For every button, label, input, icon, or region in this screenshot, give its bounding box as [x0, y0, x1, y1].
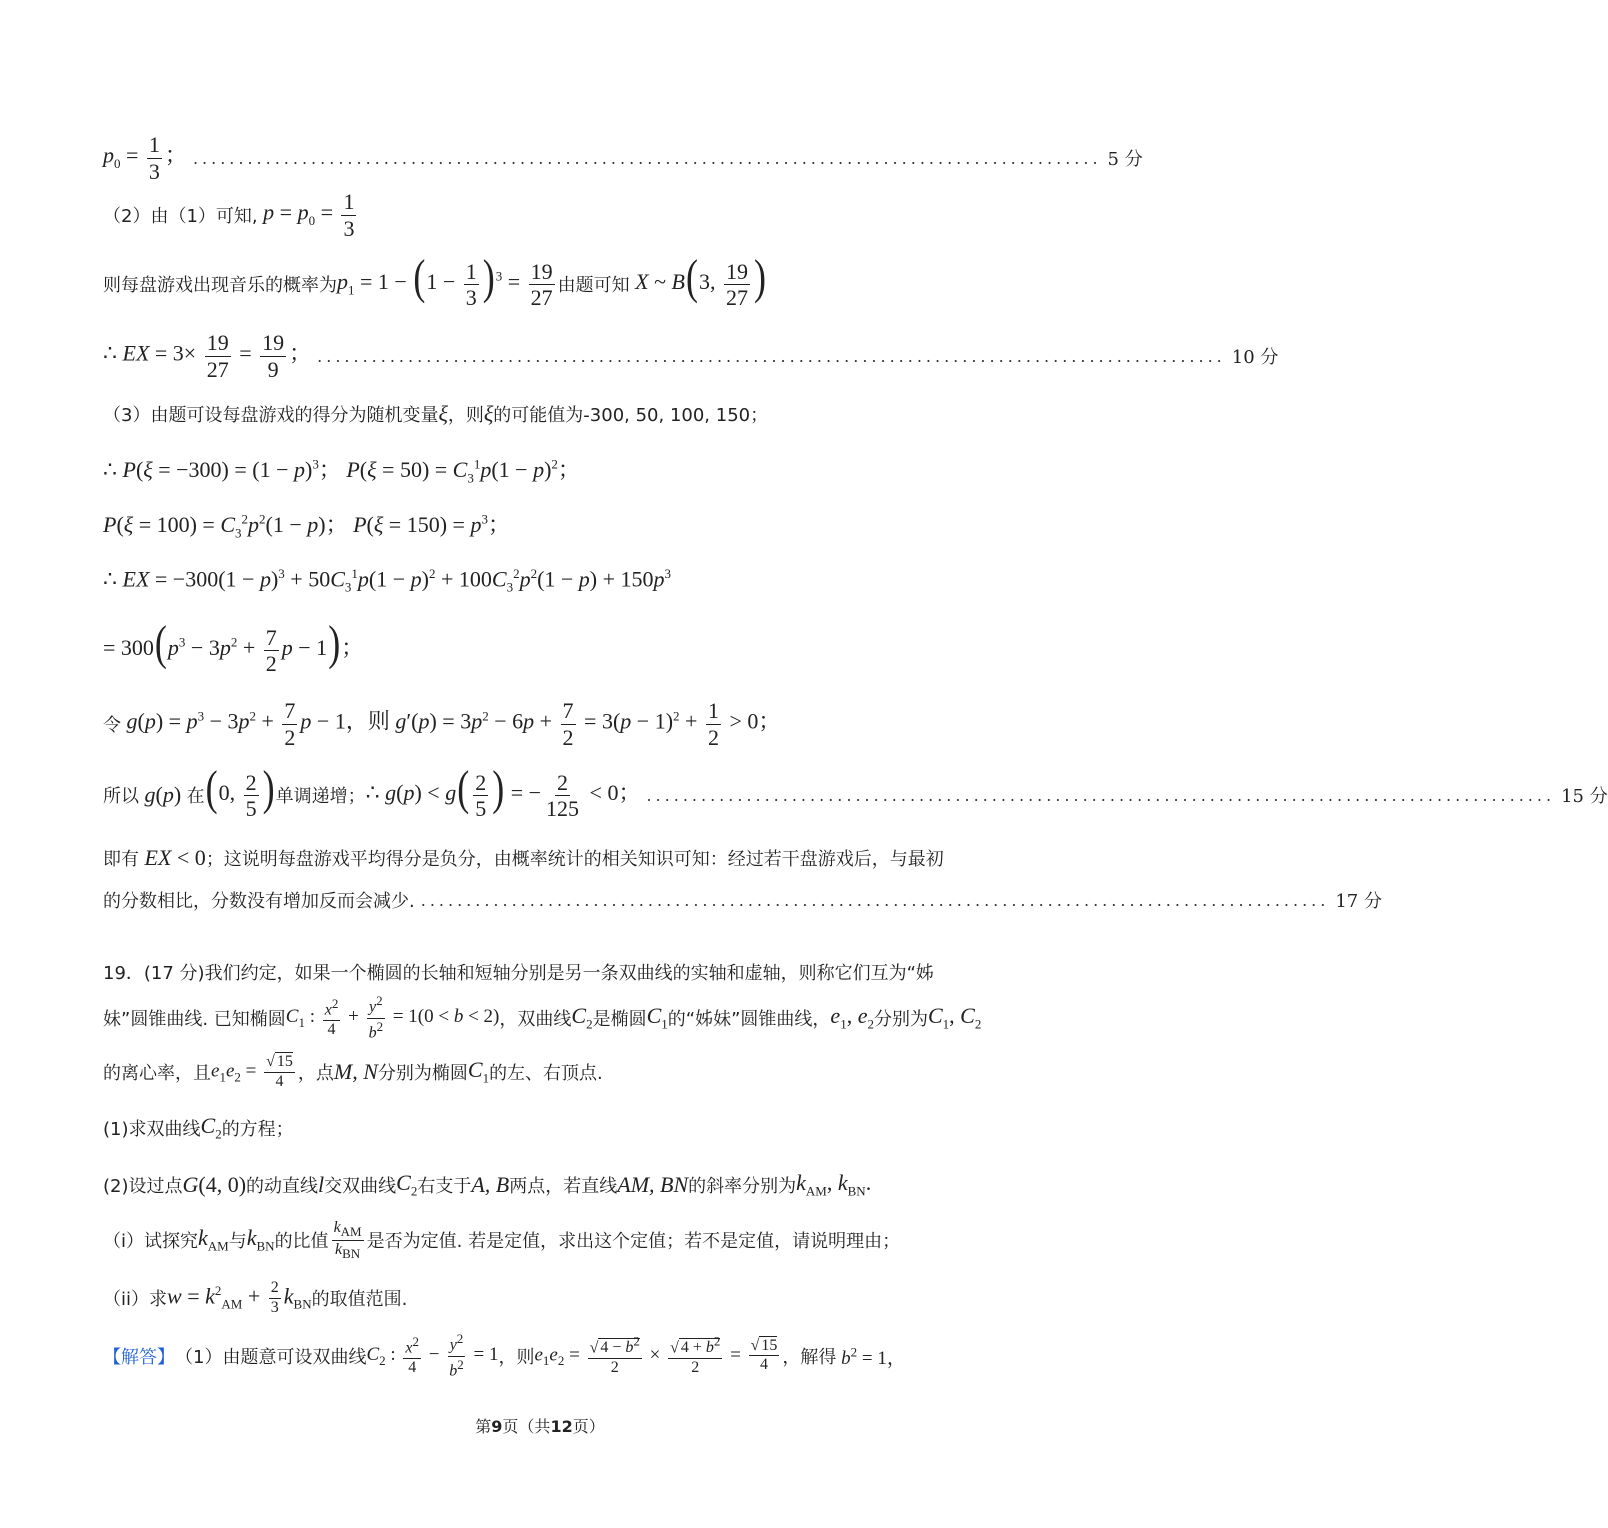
- text-prob-music: 则每盘游戏出现音乐的概率为: [103, 275, 337, 296]
- q19-part2-ii: [103, 1276, 960, 1320]
- text-increasing: 单调递增；: [275, 786, 366, 807]
- g-of-p: g(p): [144, 782, 187, 807]
- answer-tag: 【解答】: [103, 1347, 175, 1368]
- text-thus: 由题可知: [557, 275, 630, 296]
- c2: $C_2$: [571, 1003, 593, 1032]
- formula-binomial: X ~ B(3, $\frac{19}{27}$ ): [635, 250, 766, 310]
- q19-text-2c: 是椭圆: [592, 1009, 647, 1030]
- c2: $C_2$: [200, 1113, 222, 1142]
- formula-hyperbola: $C_2$ : $\frac{x^2}{4}$ − $\frac{y^2}{b^2}$ = 1: [366, 1331, 499, 1379]
- leader-dots: ....................................................................................................: [317, 346, 1226, 366]
- kam: $k_{AM}$: [198, 1225, 229, 1254]
- line-prob-2: [103, 503, 960, 547]
- line-ex2: [103, 559, 960, 603]
- formula-g-ineq: ∴ g(p) < g( $\frac{2}{5}$ ) = − $\frac{2}{125}$ < 0；: [365, 761, 641, 821]
- c1: $C_1$: [467, 1057, 490, 1086]
- xi-symbol: ξ: [483, 401, 494, 426]
- answer-text-b: ，则: [498, 1347, 535, 1368]
- am-bn: AM, BN: [617, 1172, 689, 1197]
- line-g: [103, 698, 960, 750]
- q19-p2-a: (2)设过点: [103, 1176, 183, 1197]
- formula-p0: $p_0$ = $\frac{1}{3}$ ；: [103, 132, 187, 184]
- formula-ex3: = $300(p^3 - 3p^2$ + $\frac{7}{2}$ p − 1)；: [103, 616, 364, 676]
- q19-line2: [103, 993, 982, 1041]
- q19-pi-c: 的比值: [274, 1231, 329, 1252]
- text-part3: （3）由题可设每盘游戏的得分为随机变量: [103, 405, 439, 426]
- formula-e1e2-solve: $e_1e_2$ = $\frac{√ 4 - b^2}{2}$ × $\frac{√ 4 + b^2}{2}$ = $\frac{√ 15}{4}$: [534, 1334, 778, 1377]
- q19-p1-text: (1)求双曲线: [103, 1119, 201, 1140]
- text-then: ，则: [447, 405, 484, 426]
- answer-text-a: （1）由题意可设双曲线: [175, 1347, 367, 1368]
- q19-part2-i: [103, 1218, 960, 1262]
- q19-line3: [103, 1050, 960, 1094]
- line-conclusion-2: [103, 878, 1382, 922]
- text-conclusion: ；这说明每盘游戏平均得分是负分，由概率统计的相关知识可知：经过若干盘游戏后，与最初: [205, 849, 944, 870]
- q19-text-3a: 的离心率，且: [103, 1063, 211, 1084]
- q19-text-2d: 的“姊妹”圆锥曲线，: [667, 1009, 831, 1030]
- formula-w: $w = k^2_{AM}$ + $\frac{2}{3}$ $k_{BN}$: [167, 1278, 312, 1316]
- score-17: 17 分: [1335, 891, 1382, 912]
- score-5: 5 分: [1107, 149, 1143, 170]
- q19-p2-e: 两点，若直线: [509, 1176, 618, 1197]
- answer-line: [103, 1331, 960, 1379]
- q19-pi-b: 与: [228, 1231, 247, 1252]
- q19-p1-text-b: 的方程；: [221, 1119, 294, 1140]
- formula-ex2: ∴ EX = $-300(1 - p)^3 + 50C_3^1p(1 - p)^2 + 100C_3^2p^2(1 - p) + 150p^3$: [103, 566, 672, 595]
- text-let: 令: [103, 715, 121, 736]
- page-number: 9: [491, 1417, 503, 1436]
- line-mono: [103, 761, 1608, 821]
- line-l: l: [318, 1172, 325, 1197]
- text-thus-have: 即有: [103, 849, 139, 870]
- text-conclusion-2: 的分数相比，分数没有增加反而会减少.: [103, 891, 415, 912]
- page-footer: [0, 1414, 1080, 1437]
- q19-p2-d: 右支于: [417, 1176, 472, 1197]
- formula-prob-1: ∴ $P(\xi = -300) = (1 - p)^3$； $P(\xi = 50) = C_3^1p(1 - p)^2$；: [103, 456, 580, 486]
- ratio: $\frac{k_{AM}}{k_{BN}}$: [333, 1218, 362, 1261]
- formula-e1e2: $e_1e_2$ = $\frac{√ 15}{4}$: [211, 1052, 293, 1090]
- formula-g: $g(p) = p^3 - 3p^2$ + $\frac{7}{2}$ p − 1，则 $g'(p) = 3p^2 - 6p$ + $\frac{7}{2}$ = $3(p - 1)^2$ + $\frac{1}{2}$ > 0；: [126, 698, 781, 750]
- q19-pii-a: （ii）求: [103, 1289, 168, 1310]
- c1: $C_1$: [646, 1003, 668, 1032]
- c2: $C_2$: [396, 1170, 418, 1199]
- c1c2: $C_1$, $C_2$: [927, 1003, 982, 1032]
- score-10: 10 分: [1231, 347, 1279, 368]
- formula-ex-neg: EX < 0: [144, 845, 206, 870]
- q19-part2: [103, 1163, 960, 1207]
- q19-text-3b: ，点: [297, 1063, 334, 1084]
- page-total: 12: [550, 1417, 573, 1436]
- text-values: 的可能值为-300, 50, 100, 150；: [493, 405, 769, 426]
- formula-ex1: ∴ EX = 3× $\frac{19}{27}$ = $\frac{19}{9}$ ；: [103, 330, 312, 382]
- line-prob-1: [103, 448, 960, 492]
- q19-pi-d: 是否为定值. 若是定值，求出这个定值；若不是定值，请说明理由；: [366, 1231, 901, 1252]
- q19-part1: [103, 1106, 960, 1150]
- line-conclusion-1: [103, 836, 960, 880]
- q19-text-2e: 分别为: [873, 1009, 928, 1030]
- text-so: 所以: [103, 786, 139, 807]
- b-squared: $b^2 = 1$，: [841, 1344, 906, 1369]
- slopes: $k_{AM}$, $k_{BN}$.: [796, 1170, 872, 1199]
- formula-prob-2: $P(\xi = 100) = C_3^2p^2(1 - p)$； $P(\xi = 150) = p^3$；: [103, 511, 510, 541]
- line-part3: [103, 392, 960, 436]
- text-part2: （2）由（1）可知,: [103, 206, 258, 227]
- mn: M, N: [333, 1059, 378, 1084]
- q19-text-3d: 的左、右顶点.: [489, 1063, 603, 1084]
- q19-text-2a: 妹”圆锥曲线. 已知椭圆: [103, 1009, 286, 1030]
- line-ex3: [103, 616, 960, 676]
- point-g: G(4, 0): [182, 1172, 247, 1197]
- e1e2: $e_1$, $e_2$: [830, 1003, 874, 1032]
- q19-p2-f: 的斜率分别为: [688, 1176, 797, 1197]
- footer-post: 页）: [572, 1417, 605, 1436]
- line-p0: [103, 132, 1143, 184]
- line-part2: [103, 189, 960, 241]
- q19-line1: [103, 950, 960, 994]
- ab: A, B: [471, 1172, 510, 1197]
- line-p1: [103, 250, 960, 310]
- leader-dots: ....................................................................................................: [192, 148, 1102, 168]
- answer-text-c: ，解得: [782, 1347, 837, 1368]
- q19-p2-c: 交双曲线: [324, 1176, 397, 1197]
- leader-dots: ....................................................................................................: [646, 785, 1556, 805]
- footer-mid: 页（共: [502, 1417, 551, 1436]
- kbn: $k_{BN}$: [246, 1225, 275, 1254]
- xi-symbol: ξ: [438, 401, 448, 426]
- text-in: 在: [186, 786, 205, 807]
- footer-pre: 第: [475, 1417, 492, 1436]
- q19-text-1: 19．(17 分)我们约定，如果一个椭圆的长轴和短轴分别是另一条双曲线的实轴和虚轴，则称它们互为“姊: [103, 963, 934, 984]
- formula-p1: $p_1 = 1 - (1$ − $\frac{1}{3}$ )$^3$ = $\frac{19}{27}$: [337, 250, 553, 310]
- formula-p-eq: $p = p_0$ = $\frac{1}{3}$: [263, 189, 355, 241]
- q19-text-2b: ，双曲线: [499, 1009, 572, 1030]
- q19-text-3c: 分别为椭圆: [377, 1063, 468, 1084]
- leader-dots: ....................................................................................................: [420, 890, 1330, 910]
- line-ex1: [103, 330, 1279, 382]
- q19-pii-b: 的取值范围.: [311, 1289, 408, 1310]
- q19-p2-b: 的动直线: [246, 1176, 319, 1197]
- interval: (0, $\frac{2}{5}$ ): [205, 761, 275, 821]
- formula-ellipse: $C_1$ : $\frac{x^2}{4}$ + $\frac{y^2}{b^2}$ = 1(0 < b < 2): [285, 993, 500, 1041]
- q19-pi-a: （i）试探究: [103, 1231, 199, 1252]
- score-15: 15 分: [1561, 786, 1608, 807]
